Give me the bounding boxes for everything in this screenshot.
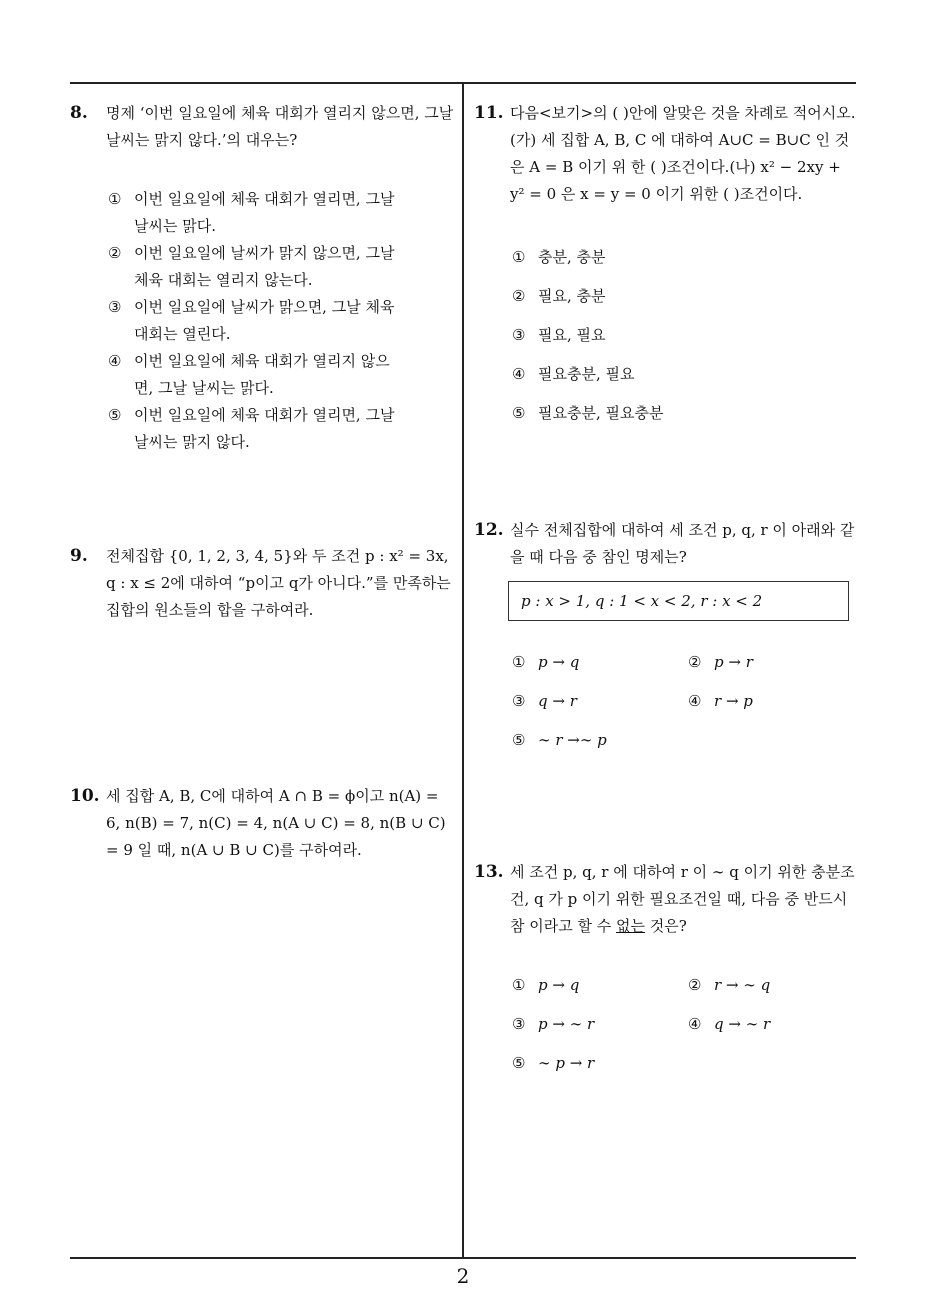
question-number: 11. [474,103,504,123]
choice-4[interactable]: ④ q → ∼ r [688,1015,771,1033]
question-text: 세 집합 A, B, C에 대하여 A ∩ B = ϕ이고 n(A) = 6, n(B) = 7, n(C) = 4, n(A ∪ C) = 8, n(B ∪ C) = 9 일 때, n(A ∪ B ∪ C)를 구하여라. [106,787,446,859]
question-number: 9. [70,546,88,566]
question-12 [474,517,859,754]
choice-5[interactable]: ⑤ ∼ r →∼ p [512,731,607,749]
choice-3[interactable]: ③ q → r [512,692,577,710]
choice-1[interactable]: ① p → q [512,653,580,671]
underlined-word: 없는 [616,917,645,935]
question-9 [70,543,455,624]
question-text: 다음<보기>의 ( )안에 알맞은 것을 차례로 적어시오.(가) 세 집합 A, B, C 에 대하여 A∪C = B∪C 인 것은 A = B 이기 위 한 ( )조건이다.(나) x² − 2xy + y² = 0 은 x = y = 0 이기 위한 ( )조건이다. [510,104,856,203]
column-divider [462,82,464,1258]
page-number: 2 [456,1264,470,1288]
choice-3[interactable]: ③ p → ∼ r [512,1015,595,1033]
choice-4[interactable]: ④ r → p [688,692,753,710]
choice-2[interactable]: ② 이번 일요일에 날씨가 맑지 않으면, 그날 체육 대회는 열리지 않는다. [108,244,395,289]
choice-3[interactable]: ③ 필요, 필요 [512,326,606,344]
question-10 [70,783,455,864]
question-number: 13. [474,862,504,882]
choice-list [108,186,398,456]
question-text: 명제 ‘이번 일요일에 체육 대회가 열리지 않으면, 그날 날씨는 맑지 않다.’의 대우는? [106,104,454,149]
choice-5[interactable]: ⑤ ∼ p → r [512,1054,595,1072]
choice-1[interactable]: ① 이번 일요일에 체육 대회가 열리면, 그날 날씨는 맑다. [108,190,395,235]
choice-2[interactable]: ② 필요, 충분 [512,287,606,305]
conditions-box: p : x > 1, q : 1 < x < 2, r : x < 2 [508,581,849,621]
choice-2[interactable]: ② p → r [688,653,753,671]
question-8 [70,100,455,456]
question-number: 10. [70,786,100,806]
choice-5[interactable]: ⑤ 필요충분, 필요충분 [512,404,664,422]
question-text: 전체집합 {0, 1, 2, 3, 4, 5}와 두 조건 p : x² = 3x, q : x ≤ 2에 대하여 “p이고 q가 아니다.”를 만족하는 집합의 원소들의 합을 구하여라. [106,547,451,619]
bottom-rule [70,1257,856,1259]
choice-list [512,972,859,1077]
choice-2[interactable]: ② r → ∼ q [688,976,771,994]
question-text: 실수 전체집합에 대하여 세 조건 p, q, r 이 아래와 같을 때 다음 중 참인 명제는? [510,521,855,566]
choice-1[interactable]: ① p → q [512,976,580,994]
question-11 [474,100,859,433]
question-13 [474,859,859,1077]
choice-3[interactable]: ③ 이번 일요일에 날씨가 맑으면, 그날 체육 대회는 열린다. [108,298,395,343]
question-text: 세 조건 p, q, r 에 대하여 r 이 ∼ q 이기 위한 충분조건, q 가 p 이기 위한 필요조건일 때, 다음 중 반드시 참 이라고 할 수 없는 것은? [510,863,855,935]
question-number: 12. [474,520,504,540]
choice-list [512,238,859,433]
choice-4[interactable]: ④ 필요충분, 필요 [512,365,635,383]
choice-list [512,649,859,754]
question-number: 8. [70,103,88,123]
choice-1[interactable]: ① 충분, 충분 [512,248,606,266]
choice-5[interactable]: ⑤ 이번 일요일에 체육 대회가 열리면, 그날 날씨는 맑지 않다. [108,406,395,451]
choice-4[interactable]: ④ 이번 일요일에 체육 대회가 열리지 않으면, 그날 날씨는 맑다. [108,352,390,397]
